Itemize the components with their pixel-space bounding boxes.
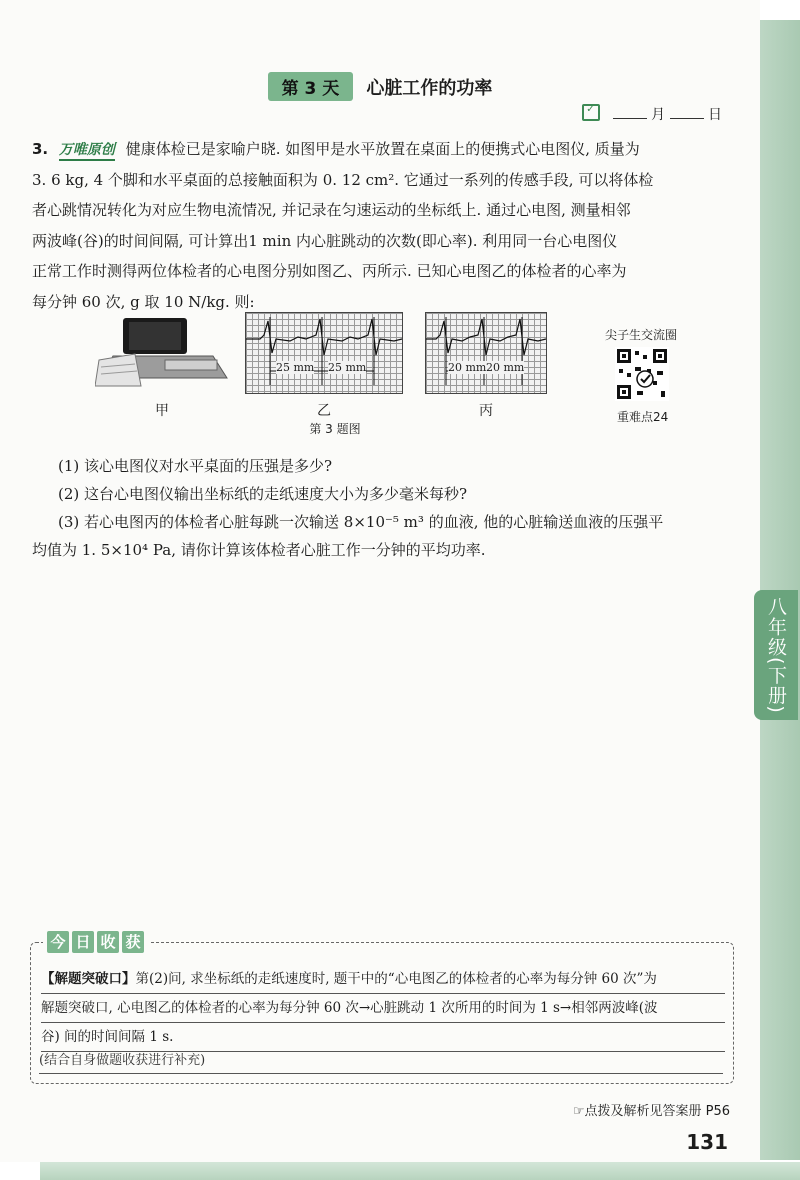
problem-line-4: 两波峰(谷)的时间间隔, 可计算出1 min 内心脏跳动的次数(即心率). 利用同一台心电图仪	[32, 231, 618, 250]
harvest-char-4: 获	[122, 931, 144, 953]
answer-reference: ☞点拨及解析见答案册 P56	[572, 1104, 730, 1119]
day-label: 日	[708, 107, 722, 123]
date-line	[582, 104, 722, 124]
ecg-trace-yi	[246, 313, 402, 393]
subquestion-1: (1) 该心电图仪对水平桌面的压强是多少?	[58, 457, 333, 475]
yi-interval-label-1: 25 mm	[276, 361, 315, 374]
harvest-line-1	[41, 965, 725, 994]
problem-line-5: 正常工作时测得两位体检者的心电图分别如图乙、丙所示. 已知心电图乙的体检者的心率为	[32, 262, 627, 280]
harvest-line-3: 谷) 间的时间间隔 1 s.	[41, 1023, 725, 1052]
bing-interval-label-2: 20 mm	[486, 361, 525, 374]
qr-caption-top: 尖子生交流圈	[605, 328, 678, 342]
harvest-text	[41, 965, 725, 1052]
figure-group	[95, 312, 695, 442]
ecg-chart-bing	[425, 312, 547, 394]
harvest-char-2: 日	[72, 931, 94, 953]
figure-label-jia: 甲	[155, 403, 169, 419]
calendar-check-icon	[582, 104, 600, 121]
harvest-line-1-text: 第(2)问, 求坐标纸的走纸速度时, 题干中的“心电图乙的体检者的心率为每分钟 60 次”为	[135, 971, 657, 987]
original-tag: 万唯原创	[59, 141, 115, 161]
harvest-tag: 【解题突破口】	[41, 971, 136, 987]
subquestion-3-line-2: 均值为 1. 5×10⁴ Pa, 请你计算该体检者心脏工作一分钟的平均功率.	[32, 541, 486, 559]
harvest-title	[43, 931, 151, 953]
month-blank	[613, 106, 647, 119]
figure-caption: 第 3 题图	[309, 422, 361, 436]
harvest-line-2: 解题突破口, 心电图乙的体检者的心率为每分钟 60 次→心脏跳动 1 次所用的时间为 1 s→相邻两波峰(波	[41, 994, 725, 1023]
yi-interval-label-2: 25 mm	[328, 361, 367, 374]
ecg-device-image	[95, 312, 230, 390]
ecg-trace-bing	[426, 313, 546, 393]
grade-side-tab: 八年级(下册)	[754, 590, 798, 720]
problem-line-3: 者心跳情况转化为对应生物电流情况, 并记录在匀速运动的坐标纸上. 通过心电图, 测量相邻	[32, 201, 631, 219]
page-edge-bottom	[40, 1162, 800, 1180]
problem-line-6: 每分钟 60 次, g 取 10 N/kg. 则:	[32, 292, 255, 311]
problem-line-1	[32, 134, 740, 165]
figure-label-bing: 丙	[479, 403, 493, 419]
question-number: 3.	[32, 140, 49, 158]
section-header	[0, 72, 760, 101]
bing-interval-label-1: 20 mm	[448, 361, 487, 374]
harvest-hint: (结合自身做题收获进行补充)	[39, 1049, 723, 1074]
page-number: 131	[686, 1130, 728, 1154]
ecg-chart-yi	[245, 312, 403, 394]
subquestion-3-line-1: (3) 若心电图丙的体检者心脏每跳一次输送 8×10⁻⁵ m³ 的血液, 他的心脏输送血液的压强平	[58, 513, 664, 531]
daily-harvest-box	[30, 933, 734, 1084]
page-title: 心脏工作的功率	[366, 78, 493, 99]
qr-caption-bottom: 重难点24	[617, 410, 669, 424]
figure-label-yi: 乙	[317, 403, 331, 419]
day-blank	[670, 106, 704, 119]
qr-code-icon[interactable]	[615, 347, 669, 401]
problem-statement	[32, 134, 740, 317]
harvest-char-3: 收	[97, 931, 119, 953]
problem-text: 健康体检已是家喻户晓. 如图甲是水平放置在桌面上的便携式心电图仪, 质量为	[125, 140, 640, 158]
harvest-char-1: 今	[47, 931, 69, 953]
subquestion-2: (2) 这台心电图仪输出坐标纸的走纸速度大小为多少毫米每秒?	[58, 485, 468, 503]
month-label: 月	[651, 107, 666, 123]
day-badge: 第 3 天	[268, 72, 354, 101]
problem-line-2: 3. 6 kg, 4 个脚和水平桌面的总接触面积为 0. 12 cm². 它通过一系列的传感手段, 可以将体检	[32, 170, 654, 189]
